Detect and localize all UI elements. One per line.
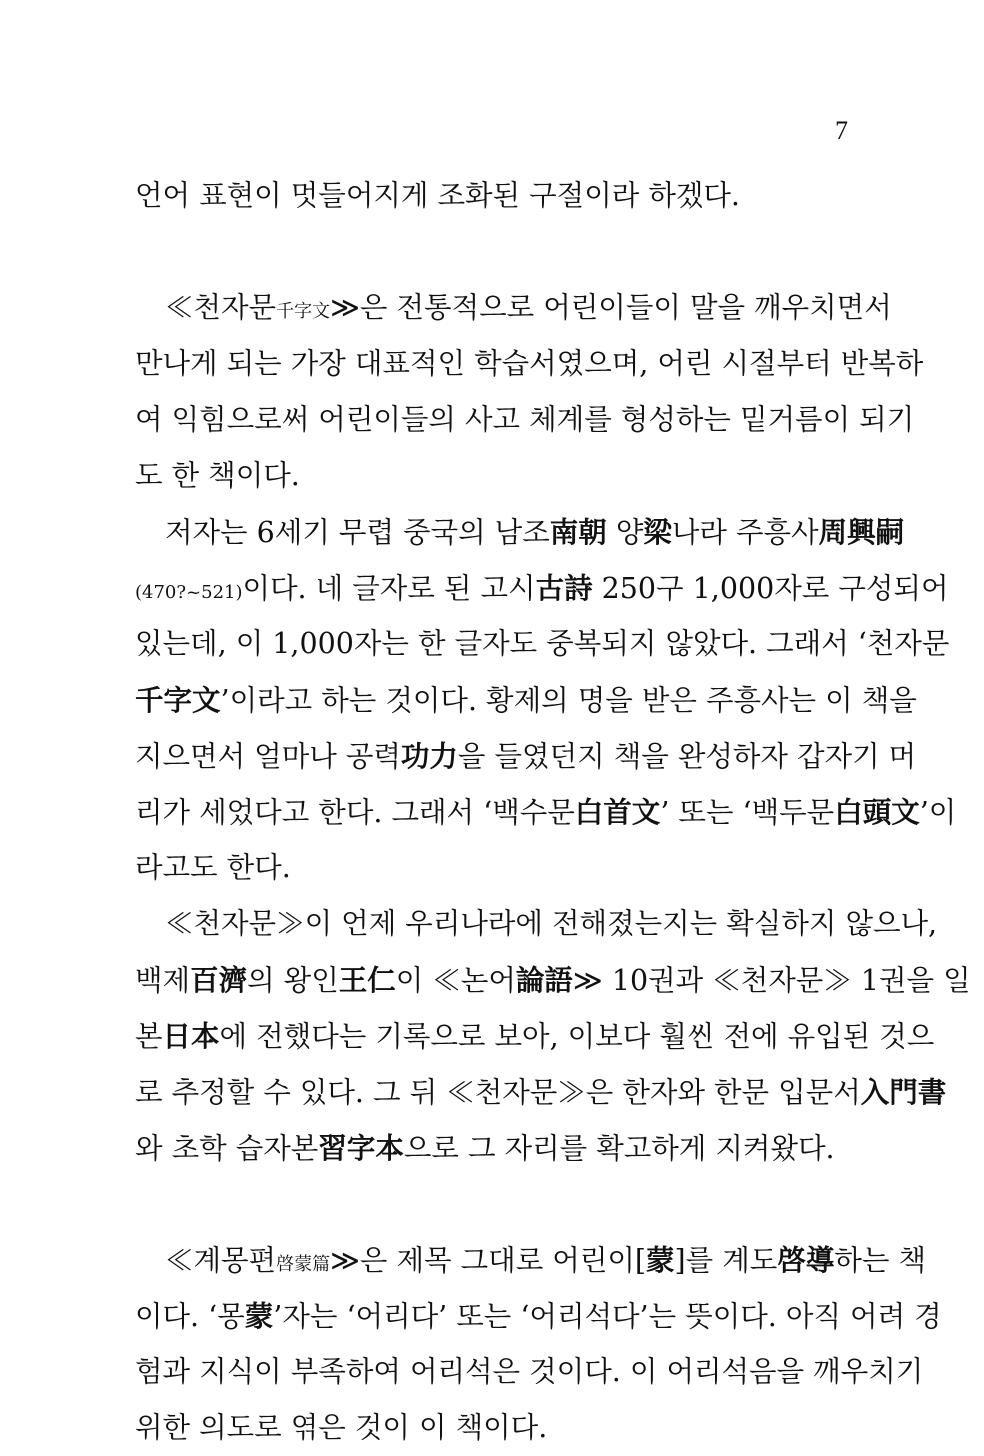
hanja-annotation: 王仁 [338,963,396,997]
text-line: 언어 표현이 멋들어지게 조화된 구절이라 하겠다. [135,179,740,212]
text-line: 여 익힘으로써 어린이들의 사고 체계를 형성하는 밑거름이 되기 [135,403,915,436]
hanja-annotation: 論語 [515,963,573,997]
text-line: 리가 세었다고 한다. 그래서 ‘백수문白首文’ 또는 ‘백두문白頭文’이 [135,795,957,829]
text-line: (470?~521)이다. 네 글자로 된 고시古詩 250구 1,000자로 구성되어 [135,571,949,605]
page-number: 7 [835,116,848,145]
hanja-annotation: 日本 [162,1019,220,1053]
hanja-annotation: 百濟 [190,963,248,997]
text-line: 백제百濟의 왕인王仁이 ≪논어論語≫ 10권과 ≪천자문≫ 1권을 일 [135,963,971,997]
text-line: 千字文’이라고 하는 것이다. 황제의 명을 받은 주흥사는 이 책을 [135,683,917,717]
hanja-annotation: 蒙 [646,1243,675,1277]
text-line: ≪계몽편啓蒙篇≫은 제목 그대로 어린이[蒙]를 계도啓導하는 책 [165,1243,926,1277]
hanja-annotation: 古詩 [535,571,593,605]
text-line: 이다. ‘몽蒙’자는 ‘어리다’ 또는 ‘어리석다’는 뜻이다. 아직 어려 경 [135,1299,942,1333]
text-line: 본日本에 전했다는 기록으로 보아, 이보다 훨씬 전에 유입된 것으 [135,1019,935,1053]
hanja-annotation: 功力 [400,739,458,773]
hanja-annotation: 習字本 [318,1131,404,1165]
paragraph-gap [135,224,851,280]
text-line: 험과 지식이 부족하여 어리석은 것이다. 이 어리석음을 깨우치기 [135,1355,924,1388]
hanja-annotation: 白首文 [574,795,661,829]
hanja-annotation: 千字文 [276,301,331,322]
text-line: 만나게 되는 가장 대표적인 학습서였으며, 어린 시절부터 반복하 [135,347,924,380]
text-line: 위한 의도로 엮은 것이 이 책이다. [135,1411,548,1444]
hanja-annotation: 白頭文 [834,795,920,829]
hanja-annotation: 啓導 [777,1243,835,1277]
text-line: ≪천자문千字文≫은 전통적으로 어린이들이 말을 깨우치면서 [165,291,892,324]
text-line: 와 초학 습자본習字本으로 그 자리를 확고하게 지켜왔다. [135,1131,835,1165]
text-line: 라고도 한다. [135,851,291,884]
text-line: 지으면서 얼마나 공력功力을 들였던지 책을 완성하자 갑자기 머 [135,739,917,773]
hanja-annotation: 入門書 [860,1075,947,1109]
text-line: 도 한 책이다. [135,459,300,492]
text-line: 저자는 6세기 무렵 중국의 남조南朝 양梁나라 주흥사周興嗣 [165,515,905,549]
date-annotation: (470?~521) [135,582,243,603]
text-line: 로 추정할 수 있다. 그 뒤 ≪천자문≫은 한자와 한문 입문서入門書 [135,1075,947,1109]
paragraph-gap [135,1176,851,1232]
hanja-annotation: 梁 [643,515,672,549]
hanja-annotation: 周興嗣 [818,515,905,549]
hanja-annotation: 啓蒙篇 [276,1254,331,1275]
text-line: ≪천자문≫이 언제 우리나라에 전해졌는지는 확실하지 않으나, [165,907,938,940]
hanja-annotation: 南朝 [549,515,607,549]
hanja-annotation: 千字文 [135,683,221,717]
hanja-annotation: 蒙 [244,1299,274,1333]
text-line: 있는데, 이 1,000자는 한 글자도 중복되지 않았다. 그래서 ‘천자문 [135,627,950,660]
document-body [135,168,971,1456]
